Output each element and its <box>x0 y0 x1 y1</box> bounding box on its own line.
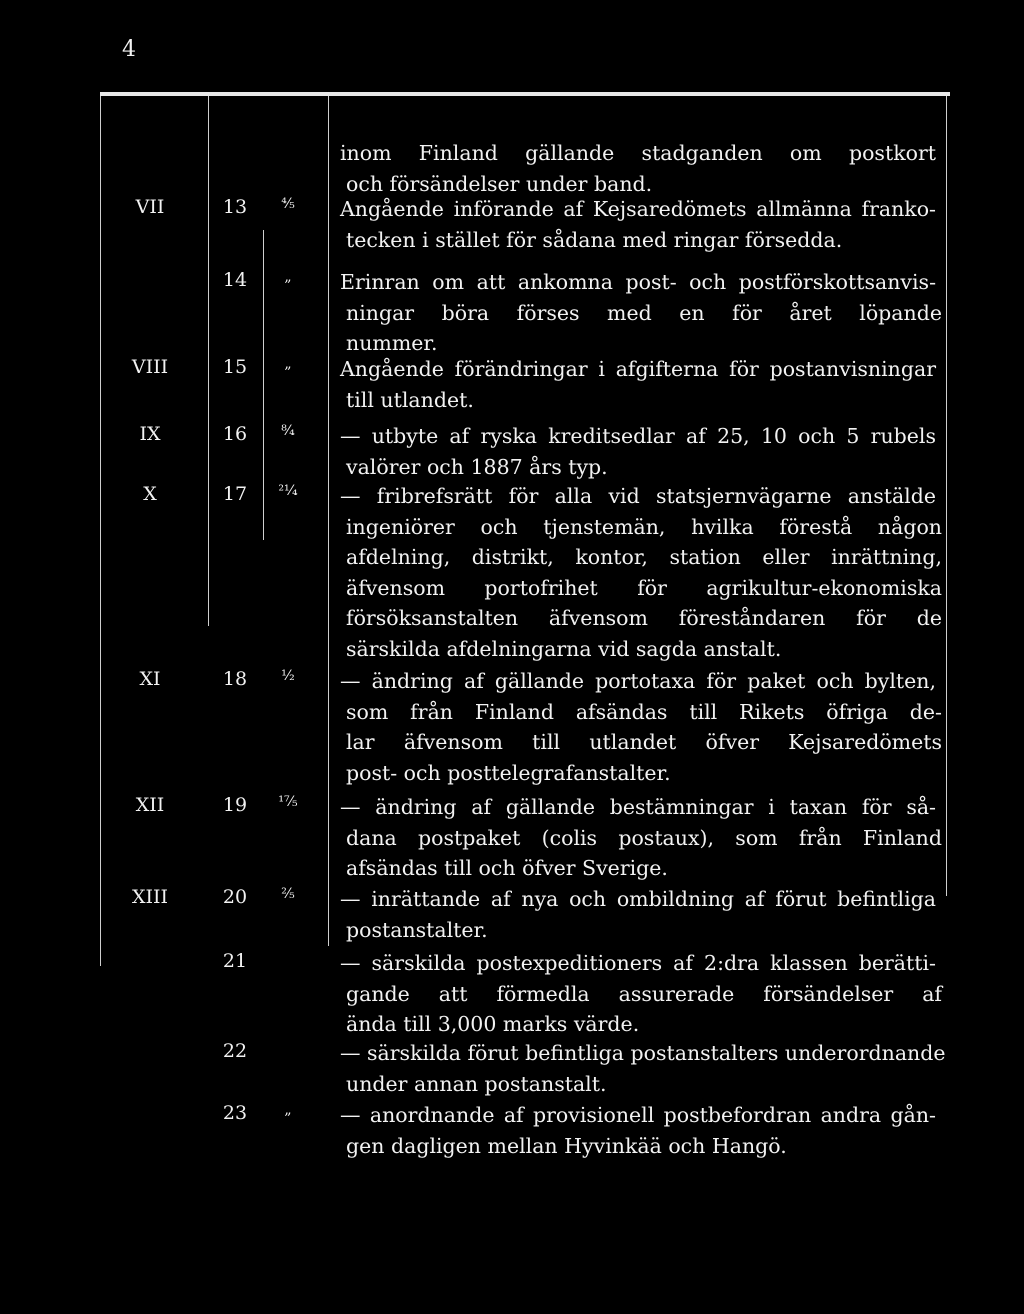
margin-mark: „ <box>284 269 292 285</box>
section-number: XII <box>135 794 165 816</box>
entry-text-line: — fribrefsrätt för alla vid statsjernvägarne anstälde <box>340 484 936 508</box>
column-divider <box>946 96 947 896</box>
item-number: 21 <box>222 950 248 972</box>
top-rule <box>100 92 950 96</box>
item-number: 15 <box>222 356 248 378</box>
entry-text-line: ingeniörer och tjenstemän, hvilka förestå någon <box>346 514 942 539</box>
margin-mark: ⅘ <box>281 196 295 212</box>
section-number: XIII <box>131 886 169 908</box>
entry-text-line: särskilda afdelningarna vid sagda anstalt. <box>346 636 782 661</box>
item-number: 19 <box>222 794 248 816</box>
item-number: 17 <box>222 483 248 505</box>
item-number: 13 <box>222 196 248 218</box>
entry-text-line: Angående förändringar i afgifterna för postanvisningar <box>340 357 936 381</box>
entry-text-line: — anordnande af provisionell postbefordran andra gån- <box>340 1103 936 1127</box>
margin-mark: „ <box>284 1102 292 1118</box>
entry-text-line: och försändelser under band. <box>346 171 653 196</box>
item-number: 20 <box>222 886 248 908</box>
entry-text-line: nummer. <box>346 331 438 355</box>
entry-text-line: — särskilda förut befintliga postanstalters underordnande <box>340 1041 946 1065</box>
entry-text-line: — ändring af gällande bestämningar i taxan för så- <box>340 795 936 819</box>
item-number: 16 <box>222 423 248 445</box>
margin-mark: ²⁄₅ <box>281 886 295 902</box>
entry-text-line: som från Finland afsändas till Rikets öfriga de- <box>346 699 942 724</box>
entry-text-line: Angående införande af Kejsaredömets allmänna franko- <box>340 197 936 221</box>
entry-text-line: afsändas till och öfver Sverige. <box>346 856 668 880</box>
entry-text-line: — inrättande af nya och ombildning af förut befintliga <box>340 887 936 911</box>
page-number: 4 <box>122 37 136 62</box>
margin-mark: ¹⁷⁄₅ <box>278 794 298 810</box>
entry-text-line: — särskilda postexpeditioners af 2:dra klassen berätti- <box>340 951 936 975</box>
column-divider <box>328 96 329 946</box>
entry-text-line: ningar böra förses med en för året löpande <box>346 300 942 325</box>
entry-text-line: under annan postanstalt. <box>346 1071 607 1096</box>
section-number: VIII <box>131 356 169 378</box>
margin-mark: ²¹⁄₄ <box>278 483 298 499</box>
entry-text-line: afdelning, distrikt, kontor, station eller inrättning, <box>346 545 942 569</box>
margin-mark: ⁸⁄₄ <box>281 423 295 439</box>
item-number: 14 <box>222 269 248 291</box>
entry-text-line: ända till 3,000 marks värde. <box>346 1012 640 1036</box>
entry-text-line: gen dagligen mellan Hyvinkää och Hangö. <box>346 1133 787 1158</box>
entry-text-line: Erinran om att ankomna post- och postförskottsanvis- <box>340 270 936 294</box>
margin-mark: „ <box>284 356 292 372</box>
entry-text-line: till utlandet. <box>346 387 474 412</box>
margin-mark: ¹⁄₂ <box>281 668 295 684</box>
entry-text-line: inom Finland gällande stadganden om postkort <box>340 141 936 165</box>
section-number: IX <box>139 423 161 445</box>
item-number: 22 <box>222 1040 248 1062</box>
entry-text-line: postanstalter. <box>346 917 488 942</box>
entry-text-line: tecken i stället för sådana med ringar försedda. <box>346 227 843 252</box>
entry-text-line: — ändring af gällande portotaxa för paket och bylten, <box>340 669 936 693</box>
entry-text-line: post- och posttelegrafanstalter. <box>346 760 671 785</box>
column-divider <box>100 96 101 966</box>
item-number: 23 <box>222 1102 248 1124</box>
section-number: VII <box>135 196 165 218</box>
section-number: X <box>143 483 157 505</box>
entry-text-line: dana postpaket (colis postaux), som från Finland <box>346 825 942 850</box>
section-number: XI <box>139 668 161 690</box>
item-number: 18 <box>222 668 248 690</box>
entry-text-line: — utbyte af ryska kreditsedlar af 25, 10 och 5 rubels <box>340 424 936 448</box>
entry-text-line: äfvensom portofrihet för agrikultur-ekonomiska <box>346 575 942 600</box>
entry-text-line: gande att förmedla assurerade försändelser af <box>346 981 942 1006</box>
entry-text-line: lar äfvensom till utlandet öfver Kejsaredömets <box>346 730 942 754</box>
entry-text-line: valörer och 1887 års typ. <box>346 454 608 479</box>
entry-text-line: försöksanstalten äfvensom föreståndaren för de <box>346 606 942 630</box>
